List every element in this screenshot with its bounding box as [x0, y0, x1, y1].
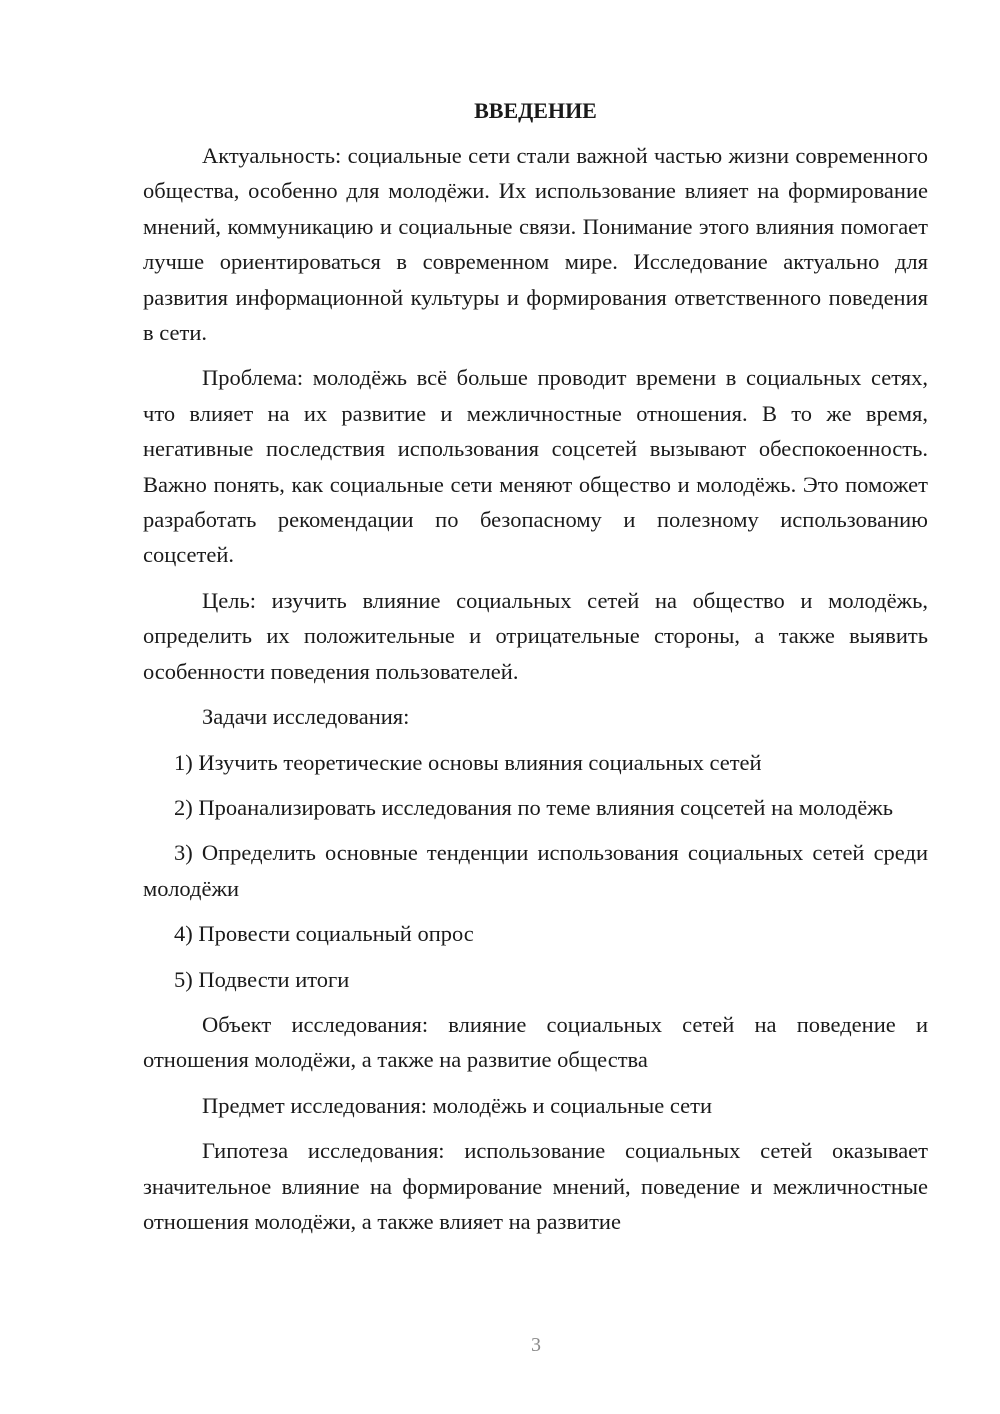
task-item-5: 5) Подвести итоги	[174, 966, 350, 992]
document-page	[143, 96, 928, 1249]
section-heading: ВВЕДЕНИЕ	[474, 98, 597, 123]
paragraph-problem: Проблема: молодёжь всё больше проводит времени в социальных сетях, что влияет на их развитие и межличностные отношения. В то же время, негативные последствия использования соцсетей вызывают обеспокоенность. Важно понять, как социальные сети меняют общество и молодёжь. Это поможет разработать рекомендации по безопасному и полезному использованию соцсетей.	[143, 365, 928, 568]
task-item-3: 3) Определить основные тенденции использования социальных сетей среди молодёжи	[143, 840, 928, 901]
tasks-title: Задачи исследования:	[202, 704, 410, 730]
task-item-4: 4) Провести социальный опрос	[174, 921, 474, 947]
paragraph-goal: Цель: изучить влияние социальных сетей на общество и молодёжь, определить их положительные и отрицательные стороны, а также выявить особенности поведения пользователей.	[143, 587, 928, 684]
task-item-1: 1) Изучить теоретические основы влияния социальных сетей	[174, 749, 762, 775]
page-number: 3	[531, 1334, 541, 1356]
paragraph-relevance: Актуальность: социальные сети стали важной частью жизни современного общества, особенно для молодёжи. Их использование влияет на формирование мнений, коммуникацию и социальные связи. Понимание этого влияния помогает лучше ориентироваться в современном мире. Исследование актуально для развития информационной культуры и формирования ответственного поведения в сети.	[143, 143, 928, 346]
paragraph-object: Объект исследования: влияние социальных сетей на поведение и отношения молодёжи, а также на развитие общества	[143, 1011, 928, 1073]
paragraph-hypothesis: Гипотеза исследования: использование социальных сетей оказывает значительное влияние на формирование мнений, поведение и межличностные отношения молодёжи, а также влияет на развитие	[143, 1138, 928, 1234]
paragraph-subject: Предмет исследования: молодёжь и социальные сети	[202, 1092, 713, 1118]
task-item-2: 2) Проанализировать исследования по теме влияния соцсетей на молодёжь	[174, 794, 893, 820]
